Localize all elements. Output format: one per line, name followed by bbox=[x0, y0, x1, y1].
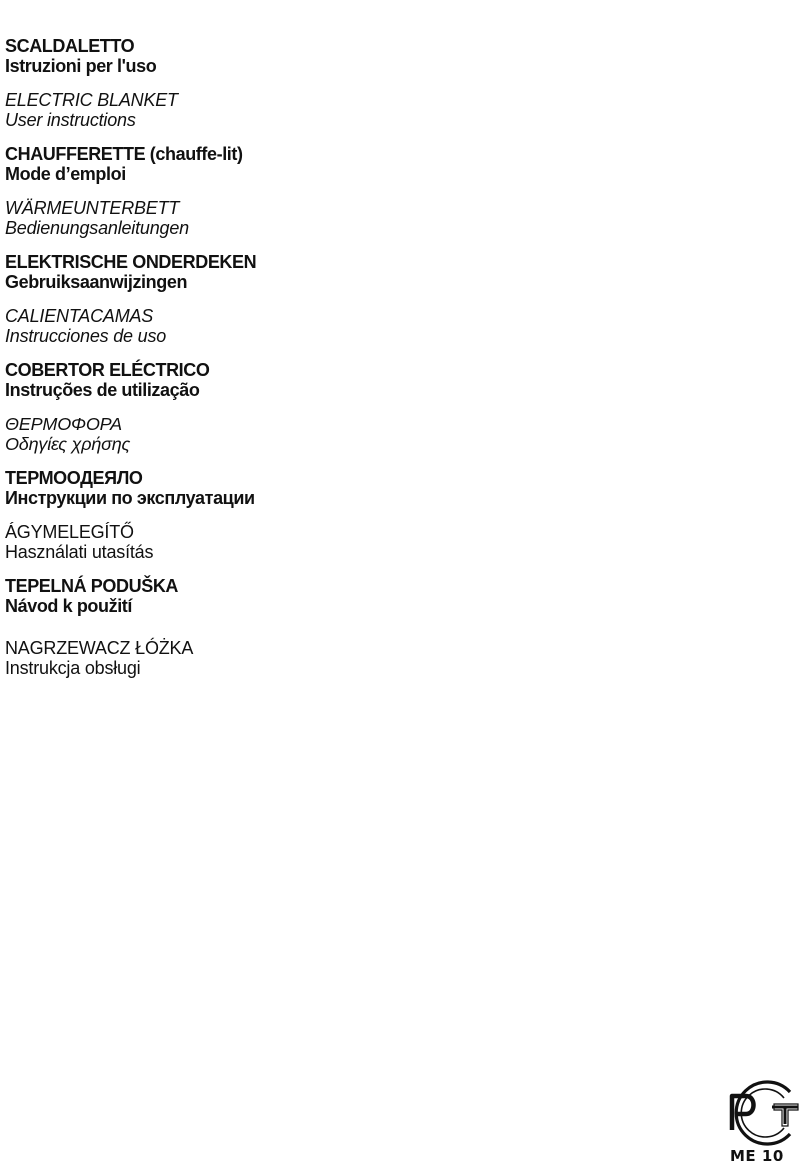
language-list bbox=[5, 36, 625, 692]
entry-title: COBERTOR ELÉCTRICO bbox=[5, 360, 210, 380]
entry-title: ΘΕΡΜΟΦΟΡΑ bbox=[5, 414, 122, 434]
language-entry-es bbox=[5, 306, 625, 346]
entry-subtitle: Bedienungsanleitungen bbox=[5, 218, 189, 238]
entry-subtitle: User instructions bbox=[5, 110, 136, 130]
entry-subtitle: Gebruiksaanwijzingen bbox=[5, 272, 188, 292]
language-entry-pl bbox=[5, 638, 625, 678]
language-entry-fr bbox=[5, 144, 625, 184]
language-entry-nl bbox=[5, 252, 625, 292]
entry-title: ELEKTRISCHE ONDERDEKEN bbox=[5, 252, 257, 272]
language-entry-cs bbox=[5, 576, 625, 616]
entry-subtitle: Mode d’emploi bbox=[5, 164, 126, 184]
language-entry-hu bbox=[5, 522, 625, 562]
entry-title: NAGRZEWACZ ŁÓŻKA bbox=[5, 638, 194, 658]
entry-subtitle: Návod k použití bbox=[5, 596, 133, 616]
entry-title: ELECTRIC BLANKET bbox=[5, 90, 178, 110]
entry-title: SCALDALETTO bbox=[5, 36, 135, 56]
entry-subtitle: Instrukcja obsługi bbox=[5, 658, 141, 678]
language-entry-en bbox=[5, 90, 625, 130]
entry-title: CALIENTACAMAS bbox=[5, 306, 154, 326]
entry-subtitle: Használati utasítás bbox=[5, 542, 154, 562]
language-entry-it bbox=[5, 36, 625, 76]
entry-subtitle: Οδηγίες χρήσης bbox=[5, 434, 131, 454]
model-code: ME 10 bbox=[730, 1147, 784, 1165]
language-entry-de bbox=[5, 198, 625, 238]
entry-title: CHAUFFERETTE (chauffe-lit) bbox=[5, 144, 243, 164]
pct-logo-icon bbox=[712, 1080, 802, 1146]
entry-subtitle: Инструкции по эксплуатации bbox=[5, 488, 255, 508]
entry-subtitle: Instruções de utilização bbox=[5, 380, 200, 400]
language-entry-pt bbox=[5, 360, 625, 400]
language-entry-ru bbox=[5, 468, 625, 508]
entry-subtitle: Instrucciones de uso bbox=[5, 326, 167, 346]
entry-title: ТЕРМООДЕЯЛО bbox=[5, 468, 143, 488]
entry-title: TEPELNÁ PODUŠKA bbox=[5, 576, 179, 596]
entry-title: WÄRMEUNTERBETT bbox=[5, 198, 180, 218]
language-entry-el bbox=[5, 414, 625, 454]
entry-subtitle: Istruzioni per l'uso bbox=[5, 56, 157, 76]
entry-title: ÁGYMELEGÍTŐ bbox=[5, 522, 134, 542]
